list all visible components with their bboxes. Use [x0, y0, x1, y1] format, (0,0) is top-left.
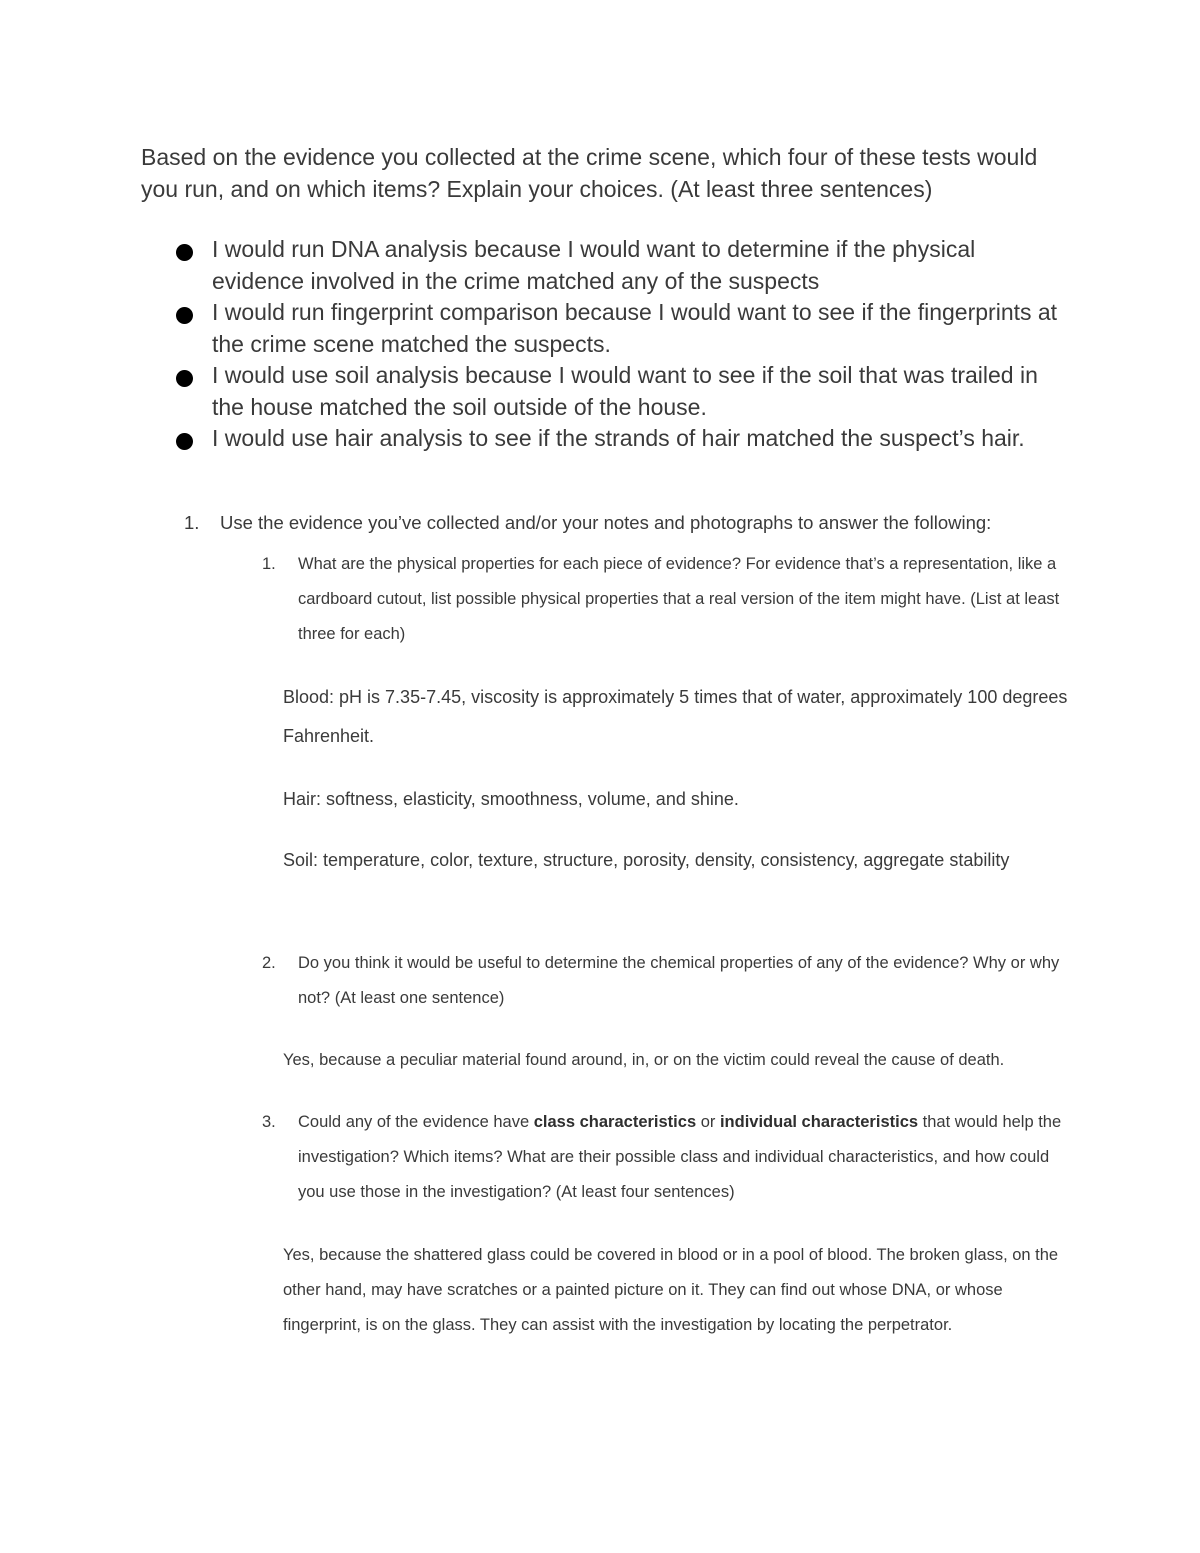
sub-question-number: 3. — [262, 1113, 276, 1131]
sub-question-text: Do you think it would be useful to determine the chemical properties of any of the evidence? Why or why not? (At least one sentence) — [298, 954, 1060, 1007]
bullet-text: I would use soil analysis because I would want to see if the soil that was trailed in the house matched the soil outside of the house. — [212, 362, 1038, 420]
question-number: 1. — [184, 512, 200, 533]
term-individual-characteristics: individual characteristics — [719, 1113, 919, 1131]
bullet-dot-icon — [176, 370, 193, 387]
sub-question-text-or: or — [696, 1113, 720, 1131]
answer-hair: Hair: softness, elasticity, smoothness, volume, and shine. — [283, 789, 739, 809]
sub-question-text-start: Could any of the evidence have — [298, 1113, 534, 1131]
sub-question-text-end: that would help the investigation? Which items? What are their possible class and individual characteristics, and how could you use those in the investigation? (At least four sentences) — [298, 1113, 1062, 1201]
bullet-text: I would run DNA analysis because I would want to determine if the physical evidence involved in the crime matched any of the suspects — [212, 236, 976, 294]
bullet-text: I would use hair analysis to see if the strands of hair matched the suspect’s hair. — [212, 425, 1025, 451]
bullet-dot-icon — [176, 307, 193, 324]
sub-question-text — [298, 1105, 1068, 1210]
bullet-list — [212, 234, 1072, 455]
sub-question-number: 2. — [262, 954, 276, 972]
list-item — [212, 297, 1072, 360]
list-item — [212, 234, 1072, 297]
question-text: Use the evidence you’ve collected and/or your notes and photographs to answer the following: — [220, 512, 992, 533]
answer-q3: Yes, because the shattered glass could be covered in blood or in a pool of blood. The broken glass, on the other hand, may have scratches or a painted picture on it. They can find out whose DNA, or whose fingerprint, is on the glass. They can assist with the investigation by locating the perpetrator. — [283, 1246, 1059, 1334]
bullet-dot-icon — [176, 433, 193, 450]
answer-blood: Blood: pH is 7.35-7.45, viscosity is approximately 5 times that of water, approximately 100 degrees Fahrenheit. — [283, 687, 1068, 746]
sub-question-number: 1. — [262, 555, 276, 573]
bullet-dot-icon — [176, 244, 193, 261]
list-item — [212, 360, 1072, 423]
term-class-characteristics: class characteristics — [533, 1113, 697, 1131]
bullet-text: I would run fingerprint comparison because I would want to see if the fingerprints at the crime scene matched the suspects. — [212, 299, 1058, 357]
list-item — [212, 423, 1072, 455]
answer-q2: Yes, because a peculiar material found around, in, or on the victim could reveal the cause of death. — [283, 1051, 1005, 1069]
sub-question-text: What are the physical properties for each piece of evidence? For evidence that’s a representation, like a cardboard cutout, list possible physical properties that a real version of the item might have. (List at least three for each) — [298, 555, 1060, 643]
intro-question: Based on the evidence you collected at the crime scene, which four of these tests would you run, and on which items? Explain your choices. (At least three sentences) — [141, 144, 1038, 202]
answer-soil: Soil: temperature, color, texture, structure, porosity, density, consistency, aggregate stability — [283, 850, 1010, 870]
